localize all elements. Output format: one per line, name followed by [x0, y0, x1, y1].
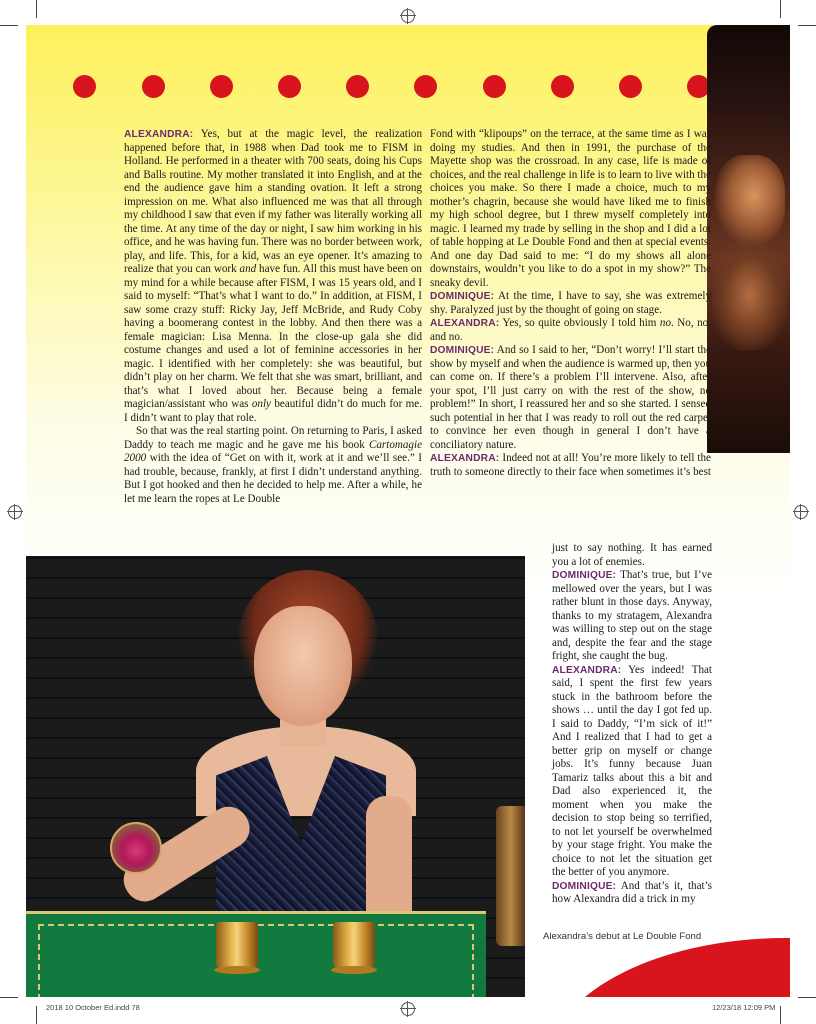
paragraph — [552, 880, 712, 907]
paragraph — [430, 317, 711, 344]
speaker-label: ALEXANDRA: — [124, 129, 194, 140]
speaker-label: ALEXANDRA: — [552, 664, 622, 676]
decorative-red-swoosh — [526, 938, 790, 997]
paragraph-text: Indeed not at all! You’re more likely to tell the truth to someone directly to their face when sometimes it’s best — [430, 452, 711, 478]
paragraph — [124, 128, 422, 425]
paragraph-text: Yes, but at the magic level, the realization happened before that, in 1988 when Dad took me to FISM in Holland. He performed in a theater with 700 seats, doing his Cups and Balls routine. My mother translated it into English, and at the end the audience gave him a standing ovation. It left a strong impression on me. What also influenced me was that all through my childhood I saw that even if my father was literally working all the time. At any time of the day or night, I saw him working in his office, and he was having fun. There was no border between work, play, and life. This, for a kid, was an eye opener. It’s amazing to realize that you can work — [124, 128, 422, 275]
paragraph-text: with the idea of “Get on with it, work at it and we’ll see.” I had trouble, because, frankly, at first I didn’t understand anything. But I got hooked and then he decided to help me. After a while, he let me learn the ropes at Le Double — [124, 452, 422, 505]
speaker-label: DOMINIQUE: — [552, 570, 617, 581]
crop-mark — [0, 997, 18, 998]
dot — [483, 75, 506, 98]
book-title: Cartomagie 2000 — [124, 438, 422, 464]
registration-mark-icon — [8, 505, 22, 519]
article-column-2 — [430, 128, 711, 479]
dot — [142, 75, 165, 98]
dot — [619, 75, 642, 98]
photo-magic-cup — [216, 922, 258, 970]
paragraph-text: And that’s it, that’s how Alexandra did a trick in my — [552, 879, 712, 905]
paragraph-text: That’s true, but I’ve mellowed over the years, but I was rather blunt in those days. Anyway, thanks to my stratagem, Alexandra was willing to step out on the stage and, despite the fear and the stage fright, she caught the bug. — [552, 569, 712, 662]
paragraph-text: Fond with “klipoups” on the terrace, at the same time as I was doing my studies. And then in 1991, the purchase of the Mayette shop was the crossroad. In any case, life is made of choices, and the real challenge in life is to learn to live with the choices you make. So there I made a choice, much to my mother’s chagrin, because she would have liked me to finish my high school degree, but I threw myself completely into magic. I learned my trade by selling in the shop and I did a lot of table hopping at Le Double Fond and then at special events. And one day Dad said to me: “I do my shows all alone downstairs, wouldn’t you like to do a spot in my show?” The sneaky devil. — [430, 128, 711, 289]
paragraph-text: Yes, so quite obviously I told him — [499, 317, 660, 329]
photo-magic-cup — [333, 922, 375, 970]
dot — [278, 75, 301, 98]
paragraph-text: So that was the real starting point. On returning to Paris, I asked Daddy to teach me magic and he gave me his book — [124, 425, 422, 451]
paragraph-text: just to say nothing. It has earned you a lot of enemies. — [552, 542, 712, 568]
crop-mark — [780, 1006, 781, 1024]
registration-mark-icon — [401, 9, 415, 23]
dot — [210, 75, 233, 98]
dot — [414, 75, 437, 98]
paragraph — [430, 290, 711, 317]
emphasis-text: and — [239, 263, 257, 275]
registration-mark-icon — [794, 505, 808, 519]
crop-mark — [780, 0, 781, 18]
paragraph — [124, 425, 422, 506]
speaker-label: DOMINIQUE: — [430, 291, 495, 302]
speaker-label: DOMINIQUE: — [552, 880, 617, 892]
paragraph — [430, 128, 711, 290]
photo-caption: Alexandra’s debut at Le Double Fond — [543, 931, 702, 942]
crop-mark — [36, 0, 37, 18]
performer-side-photo — [707, 25, 790, 453]
photo-case — [496, 806, 525, 946]
swoosh-arc — [546, 938, 790, 997]
emphasis-text: only — [251, 398, 271, 410]
emphasis-text: no — [659, 317, 672, 329]
crop-mark — [36, 1006, 37, 1024]
paragraph — [430, 452, 711, 479]
registration-mark-icon — [401, 1002, 415, 1016]
crop-mark — [0, 25, 18, 26]
paragraph — [552, 664, 712, 880]
dot — [346, 75, 369, 98]
paragraph-text: And so I said to her, “Don’t worry! I’ll start the show by myself and when the audience is warmed up, then you can come on. If there’s a problem I’ll intervene. Also, after your spot, I’ll just carry on with the rest of the show, no problem!” In short, I reassured her and so she started. I sensed such potential in her that I was ready to roll out the red carpet to convince her even though in general I don’t have a conciliatory nature. — [430, 344, 711, 451]
speaker-label: ALEXANDRA: — [430, 453, 500, 464]
paragraph-text: At the time, I have to say, she was extremely shy. Paralyzed just by the thought of going on stage. — [430, 290, 711, 316]
paragraph — [430, 344, 711, 452]
article-column-3 — [552, 542, 712, 907]
paragraph-text: beautiful didn’t do much for me. I didn’t want to play that role. — [124, 398, 423, 424]
paragraph-text: Yes indeed! That said, I spent the first few years stuck in the bathroom before the shows … until the day I got fed up. I said to Daddy, “I’m sick of it!” And I realized that I had to get a better grip on myself or change jobs. It’s funny because Juan Tamariz talks about this a bit and Dad also experienced it, the moment when you make the decision to stop being so terrified, to not let yourself be overwhelmed by your stage fright. You make the choice to not let the situation get the better of you anymore. — [552, 663, 712, 878]
dot — [73, 75, 96, 98]
paragraph — [552, 542, 712, 569]
speaker-label: DOMINIQUE: — [430, 345, 495, 356]
paragraph-text: have fun. All this must have been on my mind for a while because after FISM, I was 15 years old, and I said to myself: “That’s what I want to do.” In addition, at FISM, I saw some crazy stuff: Ricky Jay, Jeff McBride, and Rudy Coby having a boomerang contest in the lobby. And then there was a female magician: Lisa Menna. In the close-up gala she did costume changes and used a lot of feminine accessories in her magic. I identified with her completely: she was beautiful, but didn’t play on her charm. We felt that she was smart, brilliant, and that’s what I loved about her. Because being a female magician/assistant who was — [124, 263, 422, 410]
photo-hand — [712, 240, 787, 350]
crop-mark — [798, 25, 816, 26]
photo-glass-with-balls — [110, 822, 162, 874]
paragraph — [552, 569, 712, 664]
paragraph-text: . No, no, and no. — [430, 317, 711, 343]
slug-filename: 2018 10 October Ed.indd 78 — [46, 1003, 140, 1012]
photo-face — [254, 606, 352, 726]
speaker-label: ALEXANDRA: — [430, 318, 500, 329]
slug-timestamp: 12/23/18 12:09 PM — [712, 1003, 776, 1012]
article-column-1 — [124, 128, 422, 506]
photo-face — [715, 155, 785, 245]
alexandra-debut-photo — [26, 556, 525, 997]
crop-mark — [798, 997, 816, 998]
dot — [551, 75, 574, 98]
